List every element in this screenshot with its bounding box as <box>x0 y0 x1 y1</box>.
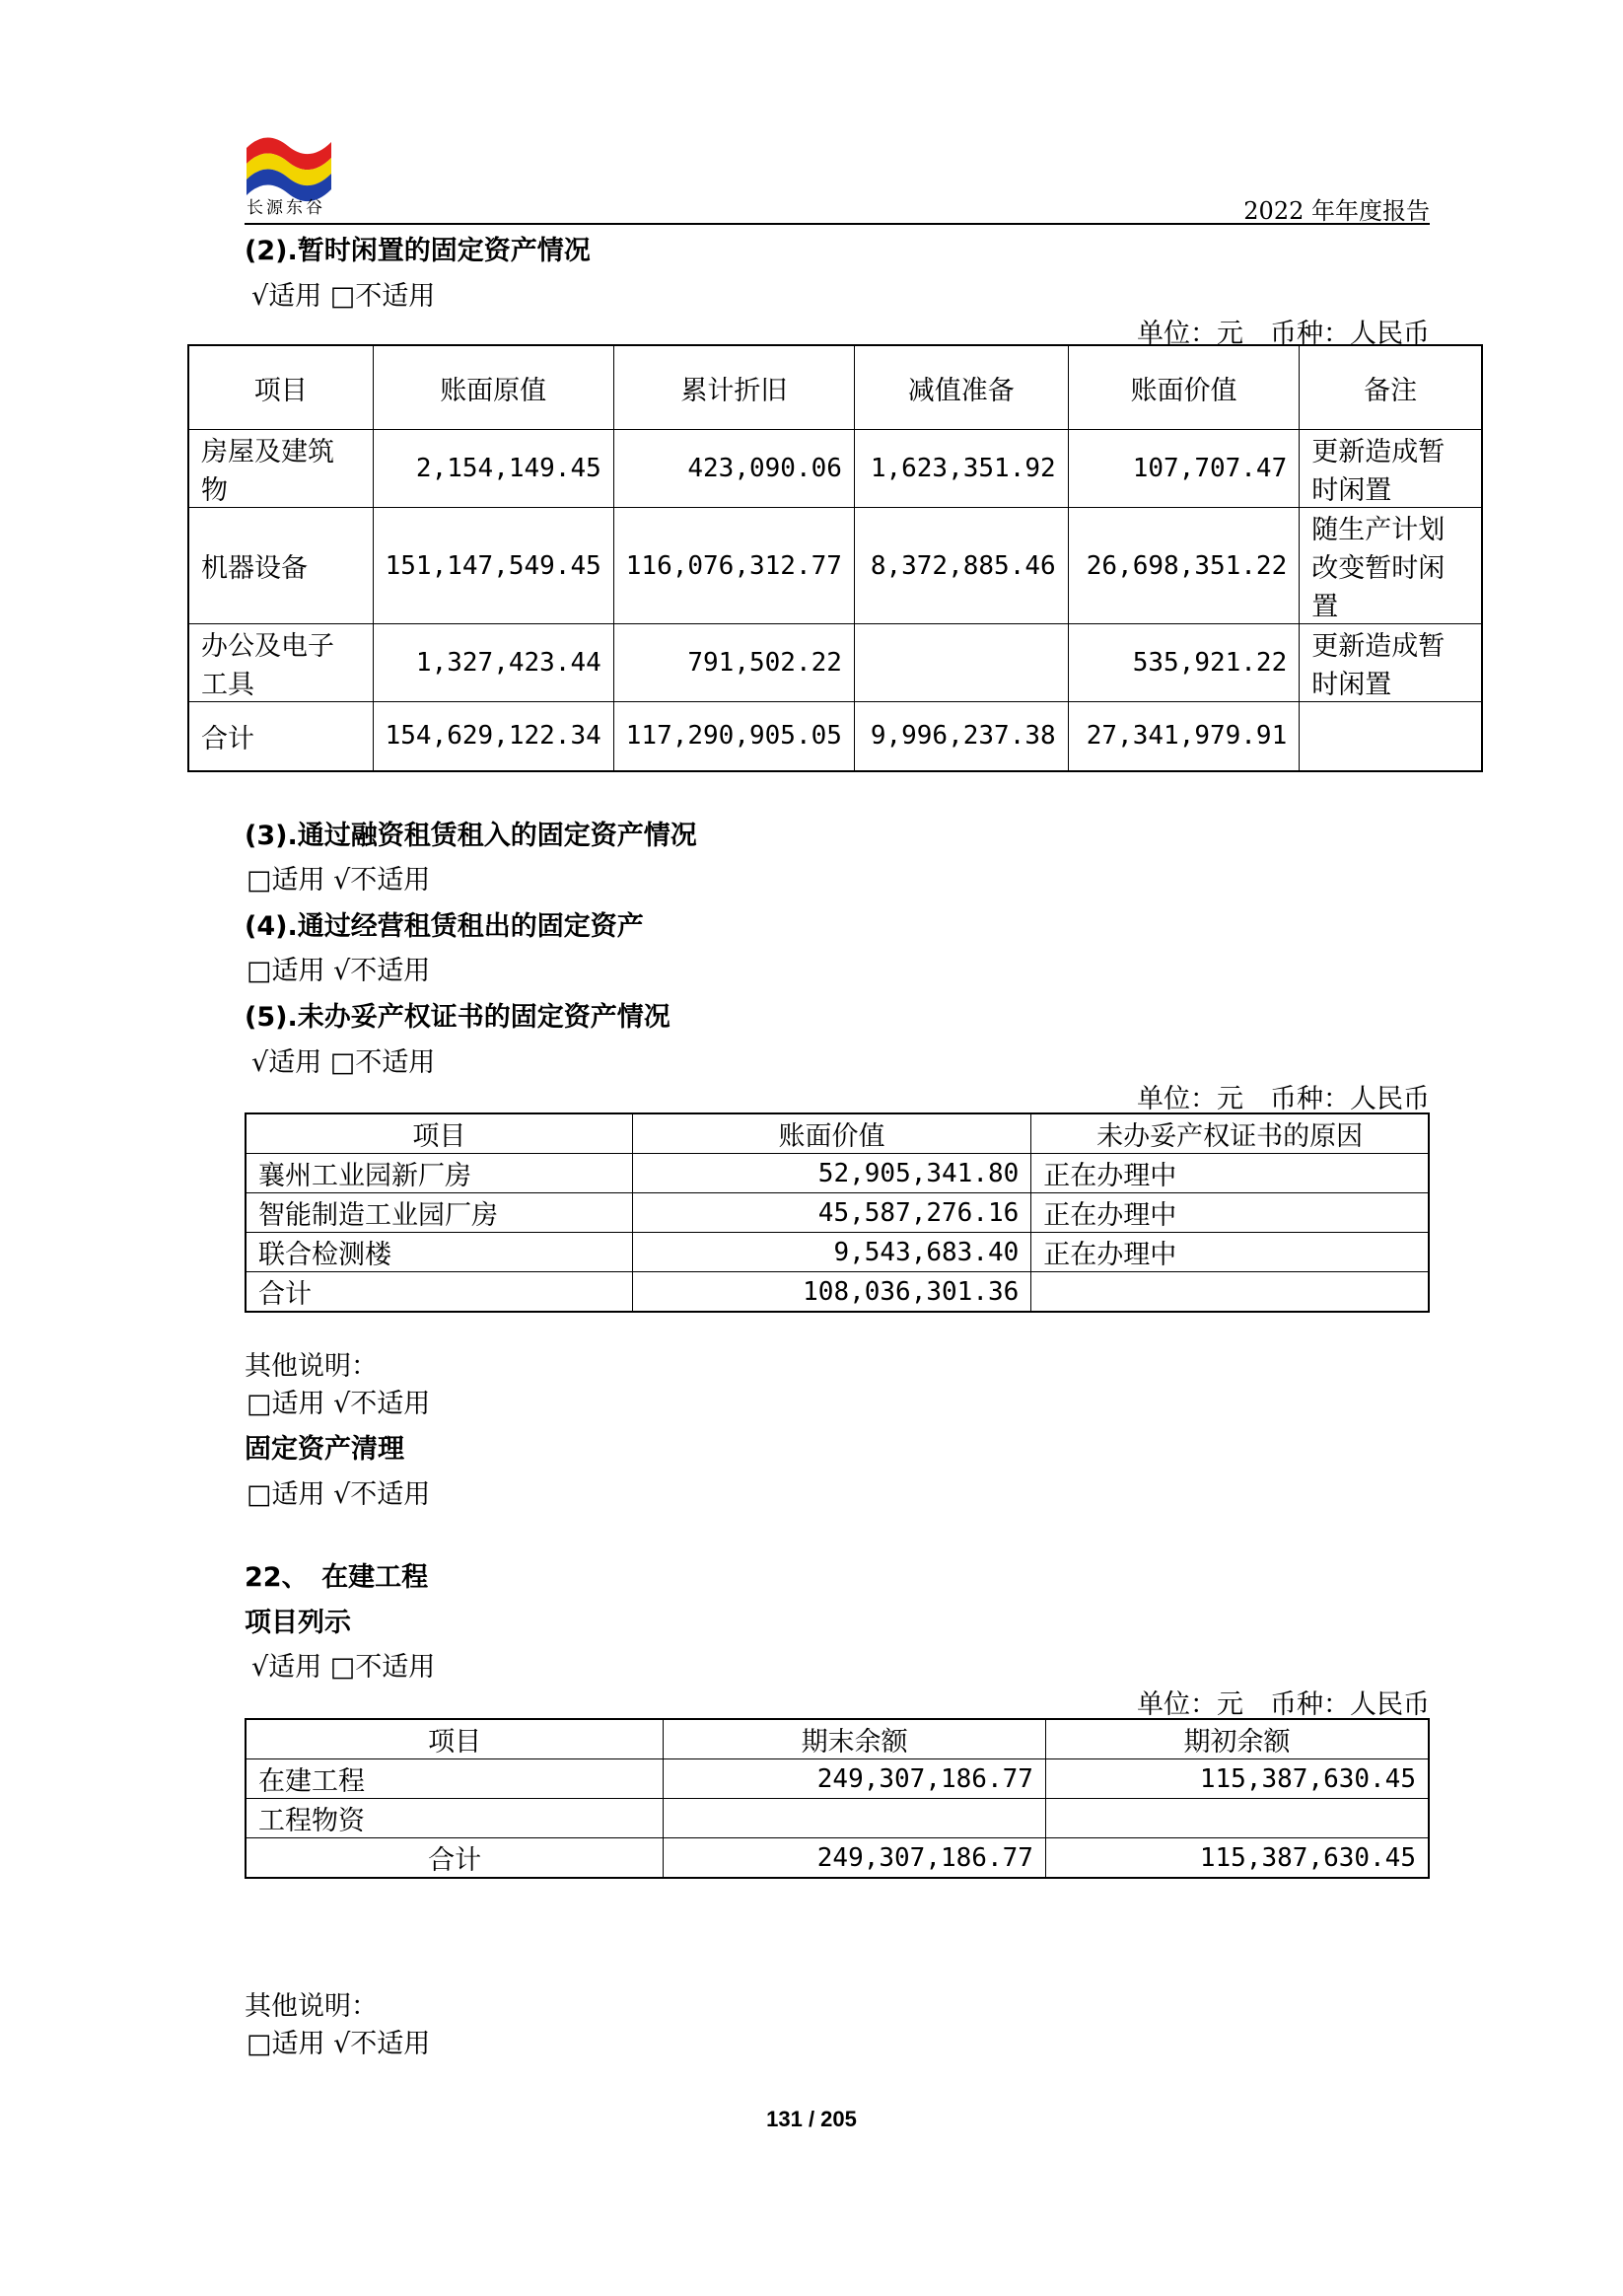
remark-cell: 随生产计划改变暂时闲置 <box>1300 508 1482 624</box>
value-cell <box>1045 1799 1429 1838</box>
table-row <box>188 430 1482 508</box>
section-22-applicable: √适用 □不适用 <box>251 1652 436 1683</box>
value-cell: 115,387,630.45 <box>1045 1838 1429 1879</box>
table-row <box>246 1154 1429 1193</box>
value-cell: 249,307,186.77 <box>664 1759 1046 1799</box>
item-cell: 合计 <box>246 1272 632 1313</box>
column-header: 项目 <box>188 345 373 430</box>
column-header: 期初余额 <box>1045 1719 1429 1759</box>
value-cell: 9,543,683.40 <box>632 1233 1031 1272</box>
remark-cell: 更新造成暂时闲置 <box>1300 430 1482 508</box>
column-header: 账面原值 <box>373 345 613 430</box>
table-total-row <box>188 702 1482 771</box>
value-cell: 1,623,351.92 <box>854 430 1068 508</box>
column-header: 未办妥产权证书的原因 <box>1031 1113 1429 1154</box>
cleanup-heading: 固定资产清理 <box>245 1434 404 1465</box>
item-cell: 合计 <box>246 1838 664 1879</box>
value-cell: 27,341,979.91 <box>1068 702 1300 771</box>
column-header: 账面价值 <box>632 1113 1031 1154</box>
other-notes-label: 其他说明： <box>245 1351 378 1382</box>
column-header: 备注 <box>1300 345 1482 430</box>
item-cell: 联合检测楼 <box>246 1233 632 1272</box>
section-2-heading: (2).暂时闲置的固定资产情况 <box>245 236 591 266</box>
other-notes-applicable-2: □适用 √不适用 <box>247 2029 431 2059</box>
remark-cell: 更新造成暂时闲置 <box>1300 624 1482 702</box>
value-cell: 423,090.06 <box>613 430 854 508</box>
table-total-row <box>246 1272 1429 1313</box>
value-cell: 9,996,237.38 <box>854 702 1068 771</box>
table-row <box>188 508 1482 624</box>
column-header: 项目 <box>246 1719 664 1759</box>
idle-fixed-assets-table <box>187 344 1483 772</box>
other-notes-label-2: 其他说明： <box>245 1991 378 2022</box>
reason-cell: 正在办理中 <box>1031 1193 1429 1233</box>
table-total-row <box>246 1838 1429 1879</box>
column-header: 累计折旧 <box>613 345 854 430</box>
value-cell: 8,372,885.46 <box>854 508 1068 624</box>
value-cell: 108,036,301.36 <box>632 1272 1031 1313</box>
value-cell: 107,707.47 <box>1068 430 1300 508</box>
column-header: 减值准备 <box>854 345 1068 430</box>
section-2-applicable: √适用 □不适用 <box>251 281 436 312</box>
value-cell: 45,587,276.16 <box>632 1193 1031 1233</box>
table-row <box>246 1799 1429 1838</box>
header-divider <box>245 223 1430 225</box>
value-cell: 115,387,630.45 <box>1045 1759 1429 1799</box>
section-4-applicable: □适用 √不适用 <box>247 956 431 986</box>
reason-cell: 正在办理中 <box>1031 1154 1429 1193</box>
unregistered-assets-table <box>245 1112 1430 1313</box>
table-header-row <box>188 345 1482 430</box>
value-cell <box>664 1799 1046 1838</box>
table-header-row <box>246 1719 1429 1759</box>
remark-cell <box>1300 702 1482 771</box>
construction-in-progress-table <box>245 1718 1430 1879</box>
table-row <box>246 1759 1429 1799</box>
item-cell: 合计 <box>188 702 373 771</box>
project-list-heading: 项目列示 <box>245 1608 351 1638</box>
value-cell: 249,307,186.77 <box>664 1838 1046 1879</box>
item-cell: 机器设备 <box>188 508 373 624</box>
item-cell: 工程物资 <box>246 1799 664 1838</box>
table-row <box>188 624 1482 702</box>
value-cell: 791,502.22 <box>613 624 854 702</box>
section-3-heading: (3).通过融资租赁租入的固定资产情况 <box>245 821 697 851</box>
page-number: 131 / 205 <box>766 2107 857 2131</box>
logo-text: 长源东谷 <box>247 198 325 218</box>
value-cell <box>854 624 1068 702</box>
report-title: 2022 年年度报告 <box>1243 197 1430 225</box>
item-cell: 襄州工业园新厂房 <box>246 1154 632 1193</box>
table-row <box>246 1233 1429 1272</box>
table-header-row <box>246 1113 1429 1154</box>
section-2-unit: 单位：元 币种：人民币 <box>1137 319 1430 349</box>
item-cell: 房屋及建筑物 <box>188 430 373 508</box>
item-cell: 智能制造工业园厂房 <box>246 1193 632 1233</box>
column-header: 项目 <box>246 1113 632 1154</box>
value-cell: 117,290,905.05 <box>613 702 854 771</box>
column-header: 期末余额 <box>664 1719 1046 1759</box>
section-5-unit: 单位：元 币种：人民币 <box>1137 1084 1430 1114</box>
table-row <box>246 1193 1429 1233</box>
value-cell: 151,147,549.45 <box>373 508 613 624</box>
section-5-applicable: √适用 □不适用 <box>251 1047 436 1078</box>
item-cell: 在建工程 <box>246 1759 664 1799</box>
section-22-heading: 22、 在建工程 <box>245 1562 429 1593</box>
reason-cell: 正在办理中 <box>1031 1233 1429 1272</box>
value-cell: 52,905,341.80 <box>632 1154 1031 1193</box>
item-cell: 办公及电子工具 <box>188 624 373 702</box>
column-header: 账面价值 <box>1068 345 1300 430</box>
value-cell: 2,154,149.45 <box>373 430 613 508</box>
value-cell: 26,698,351.22 <box>1068 508 1300 624</box>
other-notes-applicable: □适用 √不适用 <box>247 1389 431 1419</box>
value-cell: 154,629,122.34 <box>373 702 613 771</box>
cleanup-applicable: □适用 √不适用 <box>247 1479 431 1510</box>
section-5-heading: (5).未办妥产权证书的固定资产情况 <box>245 1002 670 1033</box>
section-22-unit: 单位：元 币种：人民币 <box>1137 1689 1430 1720</box>
value-cell: 1,327,423.44 <box>373 624 613 702</box>
value-cell: 535,921.22 <box>1068 624 1300 702</box>
reason-cell <box>1031 1272 1429 1313</box>
value-cell: 116,076,312.77 <box>613 508 854 624</box>
section-3-applicable: □适用 √不适用 <box>247 865 431 896</box>
section-4-heading: (4).通过经营租赁租出的固定资产 <box>245 911 644 942</box>
